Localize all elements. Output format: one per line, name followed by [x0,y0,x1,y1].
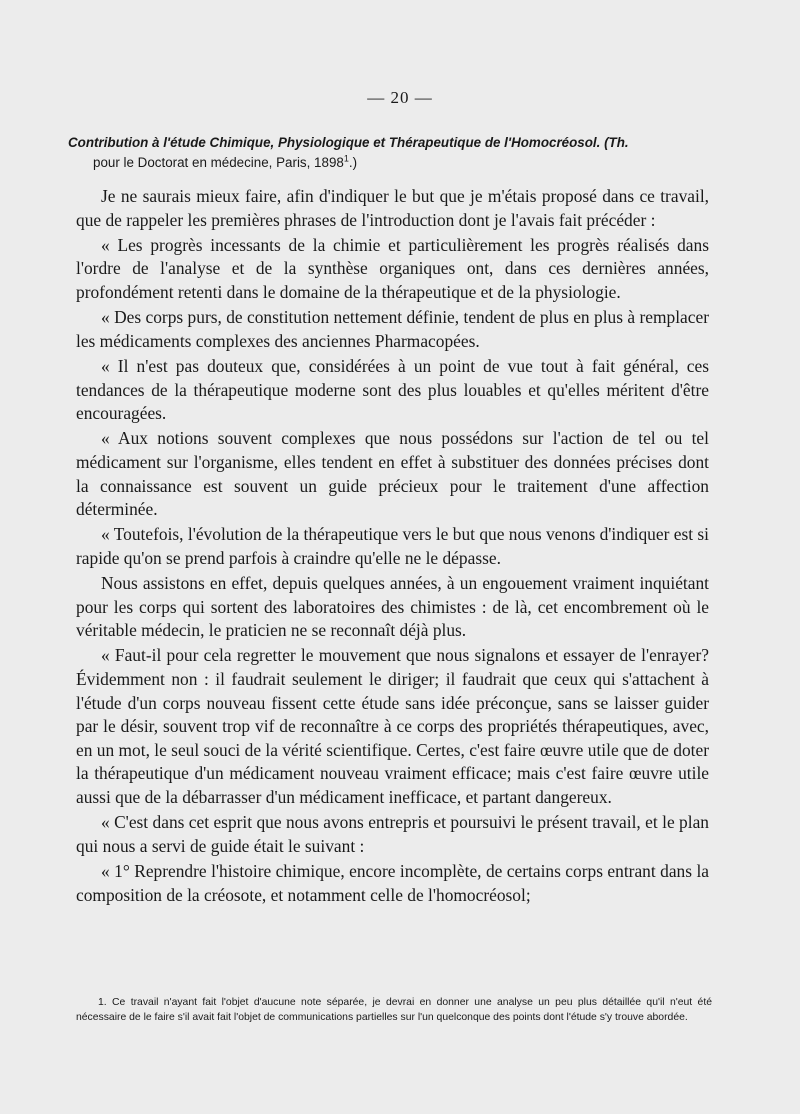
paragraph: Nous assistons en effet, depuis quelques années, à un engouement vraiment inquiétant pour les corps qui sortent des laboratoires des chimistes : de là, cet encombrement où le véritable médecin, le praticien ne se reconnaît déjà plus. [76,573,709,641]
paragraph: « Faut-il pour cela regretter le mouvement que nous signalons et essayer de l'enrayer? Évidemment non : il faudrait seulement le diriger; il faudrait que ceux qui s'attachent à l'étude d'un corps nouveau fissent cette étude sans idée préconçue, sans se laisser guider par le désir, souvent trop vif de reconnaître à ce corps des propriétés thérapeutiques, avec, en un mot, le seul souci de la vérité scientifique. Certes, c'est faire œuvre utile que de doter la thérapeutique d'un médicament nouveau vraiment efficace; mais c'est faire œuvre utile aussi que de la débarrasser d'un médicament inefficace, et partant dangereux. [76,645,709,807]
paragraph: « Il n'est pas douteux que, considérées à un point de vue tout à fait général, ces tendances de la thérapeutique moderne sont des plus louables et qu'elles méritent d'être encouragées. [76,355,709,424]
paragraph: « Des corps purs, de constitution nettement définie, tendent de plus en plus à remplacer les médicaments complexes des anciennes Pharmacopées. [76,307,709,351]
footnote-marker: 1 [343,153,349,164]
publication-subtitle: pour le Doctorat en médecine, Paris, 1898 [93,155,344,170]
footnote [76,996,712,1025]
footnote-text: 1. Ce travail n'ayant fait l'objet d'aucune note séparée, je devrai en donner une analyse un peu plus détaillée qu'il n'eut été nécessaire de le faire s'il avait fait l'objet de communications partielles sur l'un quelconque des points dont l'étude s'y trouve abordée. [76,997,712,1023]
page-number: — 20 — [367,88,433,107]
body-text [76,185,709,909]
paragraph: « Aux notions souvent complexes que nous possédons sur l'action de tel ou tel médicament sur l'organisme, elles tendent en effet à substituer des données précises dont la connaissance est souvent un guide précieux pour le traitement d'une affection déterminée. [76,428,709,520]
publication-subtitle-end: .) [348,155,358,170]
paragraph: « Toutefois, l'évolution de la thérapeutique vers le but que nous venons d'indiquer est si rapide qu'on se prend parfois à craindre qu'elle ne le dépasse. [76,524,709,568]
paragraph: « 1° Reprendre l'histoire chimique, encore incomplète, de certains corps entrant dans la composition de la créosote, et notamment celle de l'homocréosol; [76,860,709,905]
publication-subtitle-line [68,153,736,173]
paragraph: Je ne saurais mieux faire, afin d'indiquer le but que je m'étais proposé dans ce travail, que de rappeler les premières phrases de l'introduction dont je l'avais fait précéder : [76,186,709,230]
publication-title: Contribution à l'étude Chimique, Physiologique et Thérapeutique de l'Homocréosol. (Th. [68,135,629,150]
publication-heading [68,133,736,173]
paragraph: « Les progrès incessants de la chimie et particulièrement les progrès réalisés dans l'ordre de l'analyse et de la synthèse organiques ont, dans ces dernières années, profondément retenti dans le domaine de la thérapeutique et de la physiologie. [76,234,709,302]
paragraph: « C'est dans cet esprit que nous avons entrepris et poursuivi le présent travail, et le plan qui nous a servi de guide était le suivant : [76,812,709,856]
